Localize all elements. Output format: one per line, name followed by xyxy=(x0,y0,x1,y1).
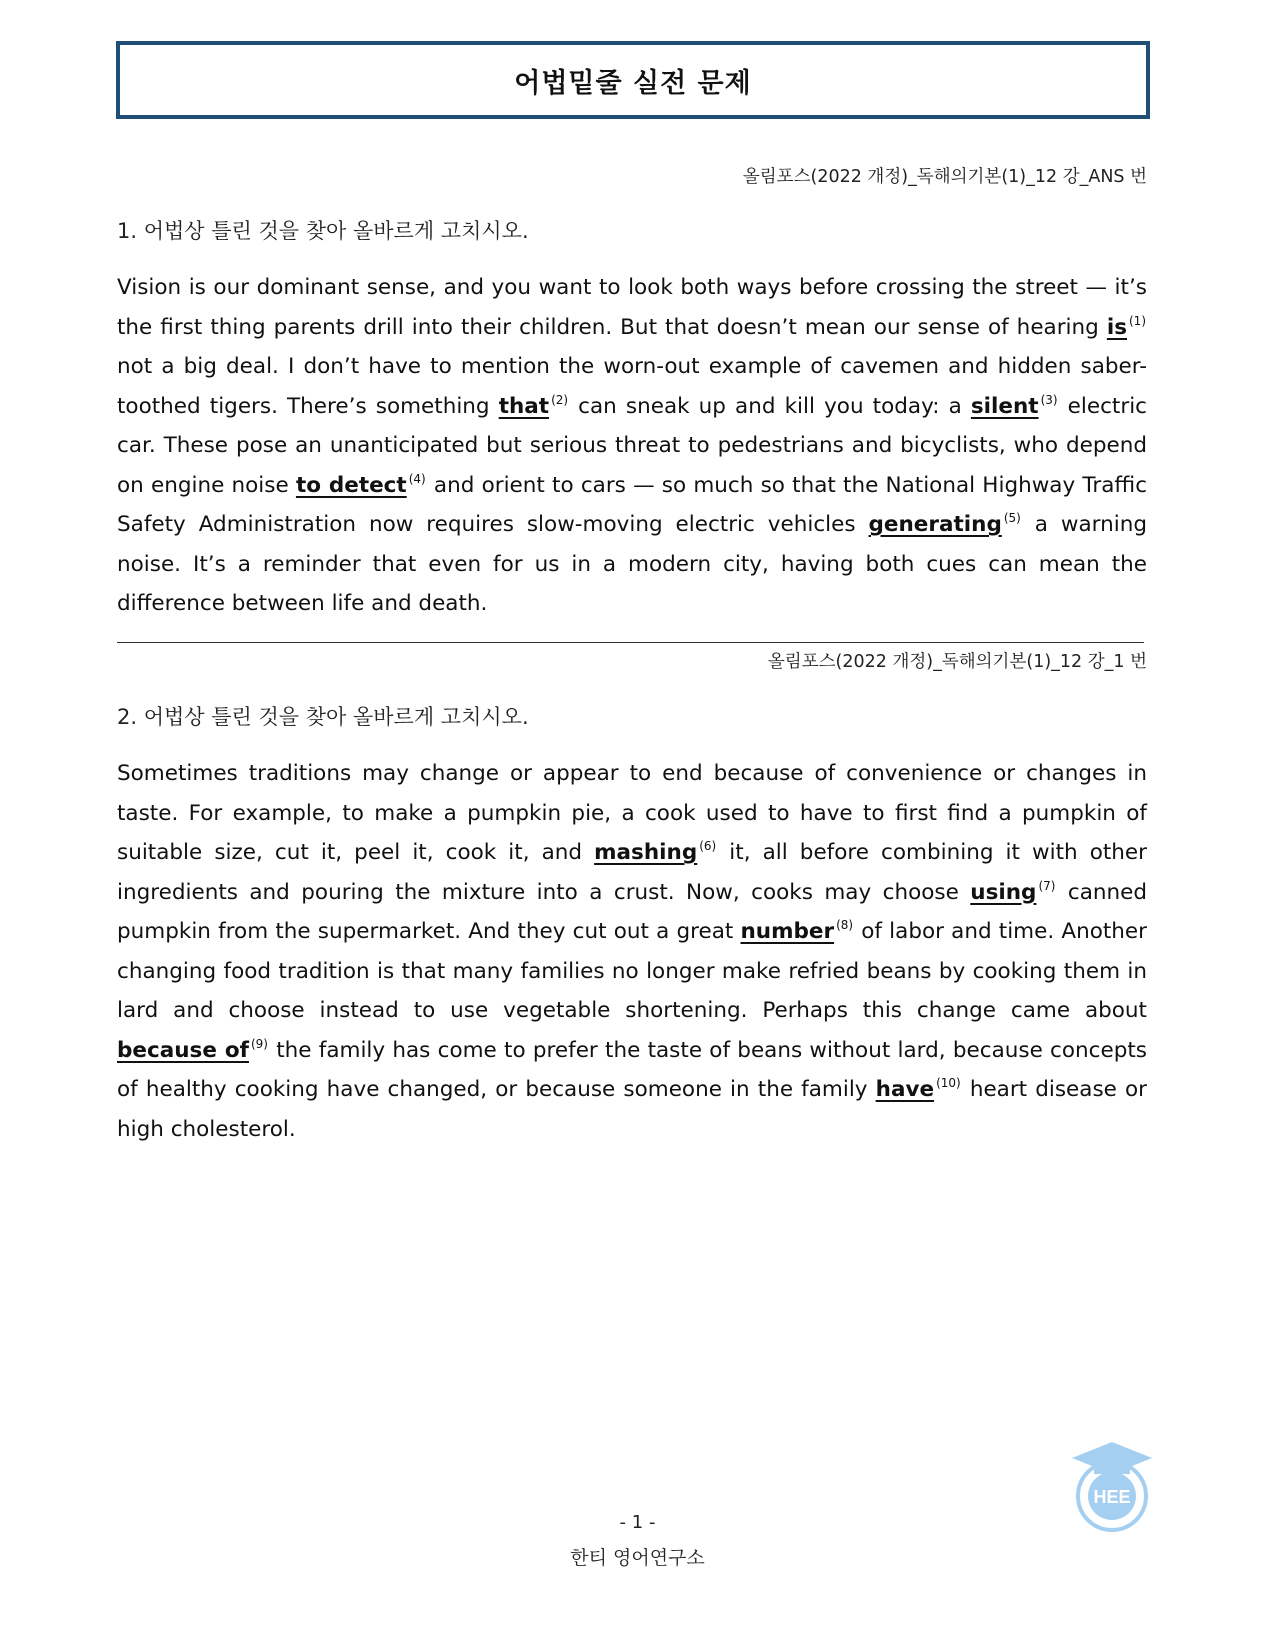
passage-2 xyxy=(117,754,1147,1149)
choice-number: (7) xyxy=(1038,878,1056,893)
passage-text: and orient to cars — so much so that the National Highway Traffic Safety Administration now requires slow-moving electric vehicles xyxy=(117,472,1148,537)
underlined-choice: that xyxy=(498,393,550,419)
passage-text: Vision is our dominant sense, and you want to look both ways before crossing the street — it’s the first thing parents drill into their children. But that doesn’t mean our sense of hearing xyxy=(117,275,1147,340)
passage-text: can sneak up and kill you today: a xyxy=(569,393,971,419)
choice-number: (2) xyxy=(551,392,569,407)
underlined-choice: because of xyxy=(117,1037,249,1063)
choice-number: (3) xyxy=(1040,392,1058,407)
passage-text: a warning noise. It’s a reminder that even for us in a modern city, having both cues can mean the difference between life and death. xyxy=(117,512,1147,616)
page-number: - 1 - xyxy=(619,1512,656,1533)
underlined-choice: using xyxy=(970,879,1037,905)
choice-number: (4) xyxy=(408,471,426,486)
underlined-choice: mashing xyxy=(594,840,698,865)
passage-text: it, all before combining it with other ingredients and pouring the mixture into a crust. Now, cooks may choose xyxy=(117,840,1147,905)
underlined-choice: generating xyxy=(868,512,1002,537)
source-reference-1: 올림포스(2022 개정)_독해의기본(1)_12 강_ANS 번 xyxy=(742,167,1147,187)
passage-text: of labor and time. Another changing food tradition is that many families no longer make refried beans by cooking them in lard and choose instead to use vegetable shortening. Perhaps this change came about xyxy=(117,919,1147,1023)
passage-text: not a big deal. I don’t have to mention the worn-out example of cavemen and hidden saber-toothed tigers. There’s something xyxy=(117,354,1147,419)
passage-text: heart disease or high cholesterol. xyxy=(117,1077,1147,1142)
passage-text: electric car. These pose an unanticipated but serious threat to pedestrians and bicyclists, who depend on engine noise xyxy=(117,393,1147,498)
choice-number: (9) xyxy=(250,1036,268,1051)
underlined-choice: silent xyxy=(970,393,1039,419)
choice-number: (5) xyxy=(1003,511,1021,525)
choice-number: (6) xyxy=(699,839,717,853)
choice-number: (1) xyxy=(1129,313,1146,328)
passage-1 xyxy=(117,268,1147,624)
underlined-choice: have xyxy=(875,1077,935,1102)
choice-number: (10) xyxy=(936,1076,961,1090)
footer-organization: 한티 영어연구소 xyxy=(570,1547,705,1569)
question-2-prompt: 2. 어법상 틀린 것을 찾아 올바르게 고치시오. xyxy=(117,705,529,729)
passage-text: Sometimes traditions may change or appear to end because of convenience or changes in taste. For example, to make a pumpkin pie, a cook used to have to first find a pumpkin of suitable size, cut it, peel it, cook it, and xyxy=(117,761,1147,865)
choice-number: (8) xyxy=(836,918,854,932)
passage-text: the family has come to prefer the taste of beans without lard, because concepts of healthy cooking have changed, or because someone in the family xyxy=(117,1037,1147,1102)
question-1-prompt: 1. 어법상 틀린 것을 찾아 올바르게 고치시오. xyxy=(117,219,529,243)
underlined-choice: to detect xyxy=(295,472,407,498)
logo-text: HEE xyxy=(1093,1487,1131,1507)
title-box xyxy=(116,41,1150,119)
graduation-cap-icon xyxy=(1072,1442,1152,1474)
source-reference-2: 올림포스(2022 개정)_독해의기본(1)_12 강_1 번 xyxy=(767,652,1147,672)
underlined-choice: number xyxy=(740,919,835,944)
underlined-choice: is xyxy=(1106,314,1127,340)
section-divider xyxy=(117,642,1144,643)
page-title: 어법밑줄 실전 문제 xyxy=(514,67,752,99)
passage-text: canned pumpkin from the supermarket. And they cut out a great xyxy=(117,879,1147,944)
